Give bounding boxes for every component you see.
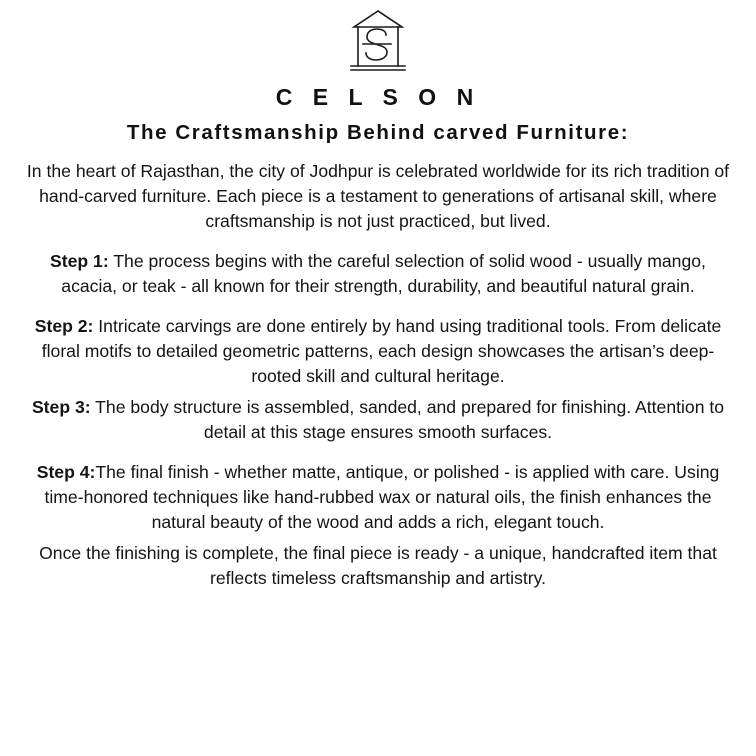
step-3-text: The body structure is assembled, sanded, and prepared for finishing. Attention to detail at this stage ensures smooth surfaces. — [90, 396, 725, 442]
step-1-text: The process begins with the careful selection of solid wood - usually mango, acacia, or teak - all known for their strength, durability, and beautiful natural grain. — [61, 250, 706, 296]
step-4-label: Step 4: — [36, 461, 96, 482]
step-2-text: Intricate carvings are done entirely by hand using traditional tools. From delicate floral motifs to detailed geometric patterns, each design showcases the artisan’s deep-rooted skill and cultural heritage. — [41, 315, 722, 386]
step-2-label: Step 2: — [34, 315, 94, 336]
brand-logo — [276, 8, 480, 121]
paragraph-step-1 — [22, 249, 734, 299]
paragraph-intro-text: In the heart of Rajasthan, the city of Jodhpur is celebrated worldwide for its rich tradition of hand-carved furniture. Each piece is a testament to generations of artisanal skill, where craftsmanship is not just practiced, but lived. — [26, 161, 730, 231]
step-3-label: Step 3: — [31, 396, 91, 417]
paragraph-intro — [22, 159, 734, 234]
paragraph-step-3 — [22, 395, 734, 445]
step-1-label: Step 1: — [50, 250, 109, 271]
brand-name: C E L S O N — [275, 84, 481, 110]
celson-house-monogram-icon — [341, 8, 415, 82]
page-title: The Craftsmanship Behind carved Furniture: — [126, 121, 630, 144]
paragraph-step-4 — [22, 460, 734, 535]
paragraph-closing — [22, 541, 734, 591]
step-4-text: The final finish - whether matte, antique, or polished - is applied with care. Using time-honored techniques like hand-rubbed wax or natural oils, the finish enhances the natural beauty of the wood and adds a rich, elegant touch. — [44, 461, 720, 532]
paragraph-closing-text: Once the finishing is complete, the final piece is ready - a unique, handcrafted item that reflects timeless craftsmanship and artistry. — [39, 542, 717, 588]
paragraph-step-2 — [22, 314, 734, 389]
